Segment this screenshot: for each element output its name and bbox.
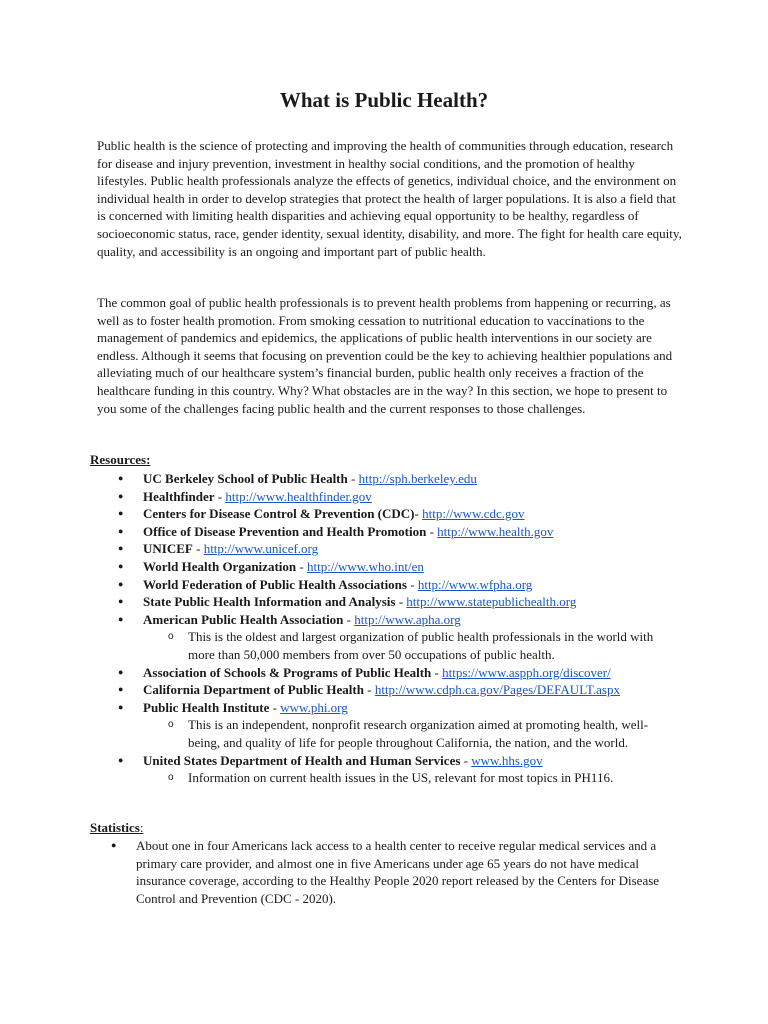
resource-name: State Public Health Information and Analysis bbox=[143, 594, 396, 610]
list-item bbox=[118, 558, 678, 576]
resource-separator: - bbox=[269, 699, 281, 715]
resource-name: Office of Disease Prevention and Health Promotion bbox=[143, 523, 427, 539]
bullet-icon: ● bbox=[118, 543, 124, 554]
sub-bullet-icon: o bbox=[168, 719, 174, 731]
list-item bbox=[118, 752, 678, 787]
statistics-heading bbox=[90, 820, 143, 836]
resource-name: American Public Health Association bbox=[143, 611, 344, 627]
list-item bbox=[118, 699, 678, 752]
list-item bbox=[118, 576, 678, 594]
intro-paragraph-1: Public health is the science of protecting and improving the health of communities through education, research for disease and injury prevention, investment in healthy social conditions, and the promotion of healthy lifestyles. Public health professionals analyze the effects of genetics, individual choice, and the environment on individual health in order to develop strategies that protect the health of larger populations. It is also a field that is concerned with limiting health disparities and achieving equal opportunity to be healthy, regardless of socioeconomic status, race, gender identity, sexual identity, disability, and more. The fight for health care equity, quality, and accessibility is an ongoing and important part of public health. bbox=[97, 138, 682, 259]
resource-link[interactable]: http://www.statepublichealth.org bbox=[406, 594, 577, 610]
resource-link[interactable]: http://www.apha.org bbox=[354, 611, 461, 627]
resource-notes bbox=[143, 628, 678, 663]
resource-link[interactable]: http://www.unicef.org bbox=[203, 541, 319, 557]
resource-name: California Department of Public Health bbox=[143, 682, 364, 698]
resource-name: World Federation of Public Health Associations bbox=[143, 576, 407, 592]
intro-paragraph-2: The common goal of public health professionals is to prevent health problems from happening or recurring, as well as to foster health promotion. From smoking cessation to nutritional education to vaccinations to the management of pandemics and epidemics, the applications of public health interventions in our society are endless. Although it seems that focusing on prevention could be the key to achieving healthier populations and alleviating much of our healthcare system’s financial burden, public health only receives a fraction of the healthcare funding in this country. Why? What obstacles are in the way? In this section, we hope to present to you some of the challenges facing public health and the current responses to those challenges. bbox=[97, 295, 673, 416]
resource-separator: - bbox=[426, 523, 438, 539]
resource-link[interactable]: https://www.aspph.org/discover/ bbox=[442, 664, 611, 680]
resource-note-text: This is an independent, nonprofit research organization aimed at promoting health, well-being, and quality of life for people throughout California, the nation, and the world. bbox=[188, 717, 649, 750]
resource-name: Public Health Institute bbox=[143, 699, 270, 715]
bullet-icon: ● bbox=[118, 754, 124, 765]
resource-separator: - bbox=[395, 594, 407, 610]
bullet-icon: ● bbox=[118, 701, 124, 712]
resource-link[interactable]: http://www.healthfinder.gov bbox=[225, 488, 372, 504]
bullet-icon: ● bbox=[118, 525, 124, 536]
resource-name: UNICEF bbox=[143, 541, 193, 557]
list-item bbox=[118, 593, 678, 611]
bullet-icon: ● bbox=[118, 666, 124, 677]
resource-note bbox=[143, 716, 678, 751]
resource-link[interactable]: http://www.cdc.gov bbox=[422, 506, 525, 522]
sub-bullet-icon: o bbox=[168, 631, 174, 643]
statistics-heading-suffix: : bbox=[139, 820, 144, 835]
list-item bbox=[118, 470, 678, 488]
list-item bbox=[111, 837, 691, 907]
resource-link[interactable]: http://www.cdph.ca.gov/Pages/DEFAULT.aspx bbox=[374, 682, 620, 698]
bullet-icon: ● bbox=[118, 578, 124, 589]
bullet-icon: ● bbox=[118, 473, 124, 483]
resource-link[interactable]: http://sph.berkeley.edu bbox=[358, 471, 477, 486]
resource-note-text: This is the oldest and largest organization of public health professionals in the world with more than 50,000 members from over 50 occupations of public health. bbox=[188, 629, 654, 662]
resource-link[interactable]: http://www.who.int/en bbox=[306, 558, 424, 574]
resource-name: Healthfinder bbox=[143, 488, 215, 504]
resource-name: Centers for Disease Control & Prevention (CDC) bbox=[143, 506, 415, 522]
resources-list bbox=[118, 470, 678, 787]
bullet-icon: ● bbox=[118, 508, 124, 519]
resource-link[interactable]: http://www.wfpha.org bbox=[417, 576, 533, 592]
resource-note bbox=[143, 628, 678, 663]
resource-link[interactable]: http://www.health.gov bbox=[437, 523, 554, 539]
page-title: What is Public Health? bbox=[279, 88, 489, 112]
resource-separator: - bbox=[460, 752, 472, 768]
bullet-icon: ● bbox=[111, 840, 117, 850]
resource-name: UC Berkeley School of Public Health bbox=[143, 471, 348, 486]
resource-separator: - bbox=[214, 488, 226, 504]
list-item bbox=[118, 681, 678, 699]
bullet-icon: ● bbox=[118, 596, 124, 607]
bullet-icon: ● bbox=[118, 613, 124, 624]
list-item bbox=[118, 505, 678, 523]
resource-notes bbox=[143, 716, 678, 751]
resource-name: World Health Organization bbox=[143, 558, 297, 574]
list-item bbox=[118, 523, 678, 541]
list-item bbox=[118, 664, 678, 682]
bullet-icon: ● bbox=[118, 560, 124, 571]
resource-name: Association of Schools & Programs of Public Health bbox=[143, 664, 432, 680]
resource-link[interactable]: www.phi.org bbox=[280, 699, 348, 715]
resource-notes bbox=[143, 769, 678, 787]
resource-separator: - bbox=[431, 664, 443, 680]
list-item bbox=[118, 611, 678, 664]
list-item bbox=[118, 488, 678, 506]
resource-link[interactable]: www.hhs.gov bbox=[471, 752, 543, 768]
resource-note bbox=[143, 769, 678, 787]
resource-separator: - bbox=[192, 541, 204, 557]
resource-name: United States Department of Health and Human Services bbox=[143, 752, 461, 768]
resource-note-text: Information on current health issues in the US, relevant for most topics in PH116. bbox=[188, 770, 614, 786]
resource-separator: - bbox=[406, 576, 418, 592]
statistics-list bbox=[111, 837, 691, 907]
statistics-heading-text: Statistics bbox=[90, 820, 140, 835]
statistic-text: About one in four Americans lack access to a health center to receive regular medical services and a primary care provider, and almost one in five Americans under age 65 years do not have medical insurance coverage, according to the Healthy People 2020 report released by the Centers for Disease Control and Prevention (CDC - 2020). bbox=[136, 838, 660, 906]
bullet-icon: ● bbox=[118, 490, 124, 501]
resources-heading: Resources: bbox=[90, 452, 151, 467]
resource-separator: - bbox=[347, 471, 359, 486]
resource-separator: - bbox=[296, 558, 307, 574]
resource-separator: - bbox=[414, 506, 423, 522]
sub-bullet-icon: o bbox=[168, 772, 174, 784]
resource-separator: - bbox=[363, 682, 375, 698]
bullet-icon: ● bbox=[118, 684, 124, 695]
resource-separator: - bbox=[343, 611, 355, 627]
list-item bbox=[118, 540, 678, 558]
